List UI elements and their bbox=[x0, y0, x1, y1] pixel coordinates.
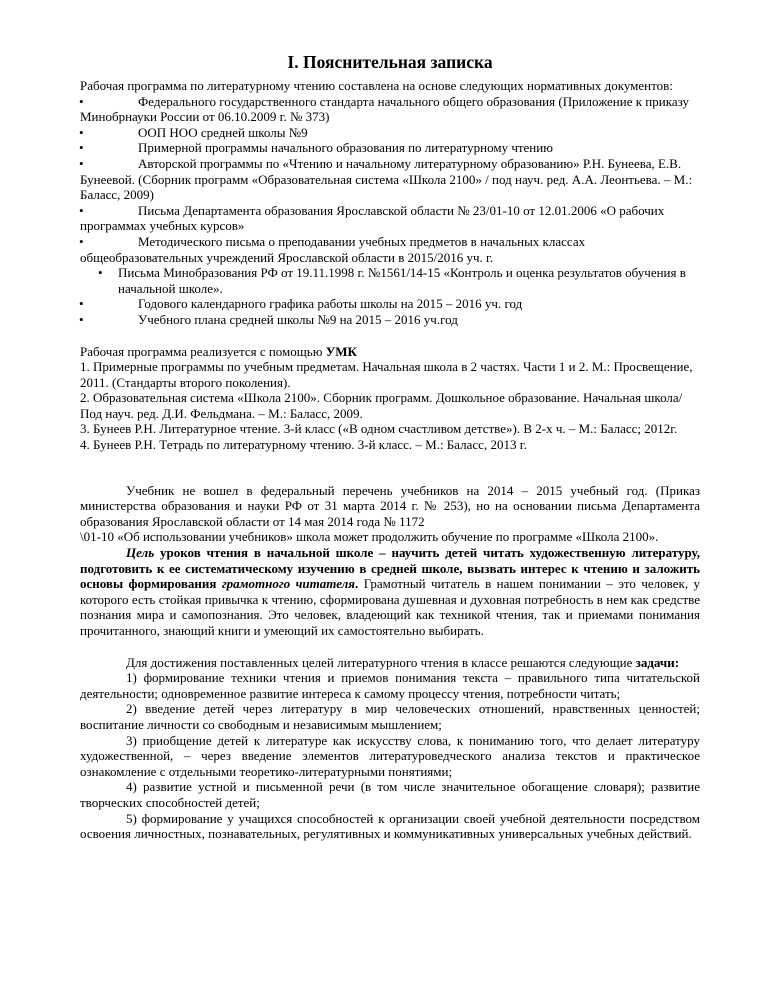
list-item: 2) введение детей через литературу в мир человеческих отношений, нравственных ценностей; воспитание личности со свободным и независимым мышлением; bbox=[80, 701, 700, 732]
list-item: • ООП НОО средней школы №9 bbox=[79, 124, 308, 140]
list-item: • Годового календарного графика работы школы на 2015 – 2016 уч. год bbox=[79, 296, 523, 312]
list-item: 4) развитие устной и письменной речи (в том числе значительное обогащение словаря); развитие творческих способностей детей; bbox=[80, 779, 700, 810]
tasks-heading: Для достижения поставленных целей литературного чтения в классе решаются следующие задачи: bbox=[126, 654, 680, 670]
bullet-icon: • bbox=[79, 93, 84, 109]
textbook-note: Учебник не вошел в федеральный перечень учебников на 2014 – 2015 учебный год. (Приказ министерства образования и науки РФ от 31 марта 2014 г. № 253), но на основании письма Департамента образования Ярославской области от 14 мая 2014 года № 1172 bbox=[80, 482, 700, 529]
bullet-icon: • bbox=[79, 233, 84, 249]
bullet-icon: • bbox=[79, 155, 84, 171]
list-item: 3) приобщение детей к литературе как искусству слова, к пониманию того, что делает литературу художественной, – через введение элементов литературоведческого анализа текстов и практическое ознакомление с отдельными теоретико-литературными понятиями; bbox=[80, 732, 700, 779]
list-item: • Письма Департамента образования Ярославской области № 23/01-10 от 12.01.2006 «О рабочих программах учебных курсов» bbox=[79, 202, 665, 234]
list-item: 1) формирование техники чтения и приемов понимания текста – правильного типа читательской деятельности; одновременное развитие интереса к самому процессу чтения, потребности читать; bbox=[80, 670, 700, 701]
goal-paragraph: Цель уроков чтения в начальной школе – научить детей читать художественную литературу, подготовить к ее систематическому изучению в средней школе, вызвать интерес к чтению и заложить основы формирования грамотного читателя. Грамотный читатель в нашем понимании – это человек, у которого есть стойкая привычка к чтению, сформирована душевная и духовная потребность в нем как средстве познания мира и самопознания. Это человек, владеющий как техникой чтения, так и приемами понимания прочитанного, знающий книги и умеющий их самостоятельно выбирать. bbox=[80, 545, 701, 638]
bullet-icon: • bbox=[79, 140, 84, 156]
page-title: I. Пояснительная записка bbox=[287, 52, 493, 72]
tasks-list bbox=[80, 670, 700, 842]
list-item: 4. Бунеев Р.Н. Тетрадь по литературному чтению. 3-й класс. – М.: Баласс, 2013 г. bbox=[80, 437, 527, 453]
bullet-icon: • bbox=[79, 296, 84, 312]
umk-list bbox=[80, 359, 700, 453]
list-item: • Письма Минобразования РФ от 19.11.1998 г. №1561/14-15 «Контроль и оценка результатов обучения в начальной школе». bbox=[98, 265, 686, 296]
list-item: 5) формирование у учащихся способностей к организации своей учебной деятельности посредством освоения личностных, познавательных, регулятивных и коммуникативных универсальных учебных действий. bbox=[80, 810, 700, 842]
list-item: 1. Примерные программы по учебным предметам. Начальная школа в 2 частях. Части 1 и 2. М.: Просвещение, 2011. (Стандарты второго поколения). bbox=[80, 359, 693, 390]
list-item: 2. Образовательная система «Школа 2100». Сборник программ. Дошкольное образование. Начальная школа/ Под науч. ред. Д.И. Фельдмана. – М.: Баласс, 2009. bbox=[80, 390, 683, 421]
bullet-icon: • bbox=[79, 311, 84, 327]
textbook-note-continued: \01-10 «Об использовании учебников» школа может продолжить обучение по программе «Школа 2100». bbox=[80, 529, 659, 545]
list-item: 3. Бунеев Р.Н. Литературное чтение. 3-й класс («В одном счастливом детстве»). В 2-х ч. – М.: Баласс; 2012г. bbox=[80, 421, 678, 437]
bullet-icon: • bbox=[79, 124, 84, 140]
list-item: • Федерального государственного стандарта начального общего образования (Приложение к приказу Минобрнауки России от 06.10.2009 г. № 373) bbox=[79, 93, 689, 125]
list-item: • Учебного плана средней школы №9 на 2015 – 2016 уч.год bbox=[79, 311, 458, 327]
intro-paragraph: Рабочая программа по литературному чтению составлена на основе следующих нормативных документов: bbox=[80, 78, 673, 93]
list-item: • Методического письма о преподавании учебных предметов в начальных классах общеобразовательных учреждений Ярославской области в 2015/2016 уч. г. bbox=[79, 233, 586, 265]
bullet-icon: • bbox=[98, 265, 103, 281]
list-item: • Примерной программы начального образования по литературному чтению bbox=[79, 140, 553, 156]
documents-list bbox=[80, 94, 700, 328]
umk-heading: Рабочая программа реализуется с помощью УМК bbox=[80, 343, 357, 359]
document-page bbox=[80, 52, 700, 842]
list-item: • Авторской программы по «Чтению и начальному литературному образованию» Р.Н. Бунеева, Е.В. Бунеевой. (Сборник программ «Образовательная система «Школа 2100» / под науч. ред. А.А. Леонтьева. – М.: Баласс, 2009) bbox=[79, 155, 693, 203]
bullet-icon: • bbox=[79, 202, 84, 218]
